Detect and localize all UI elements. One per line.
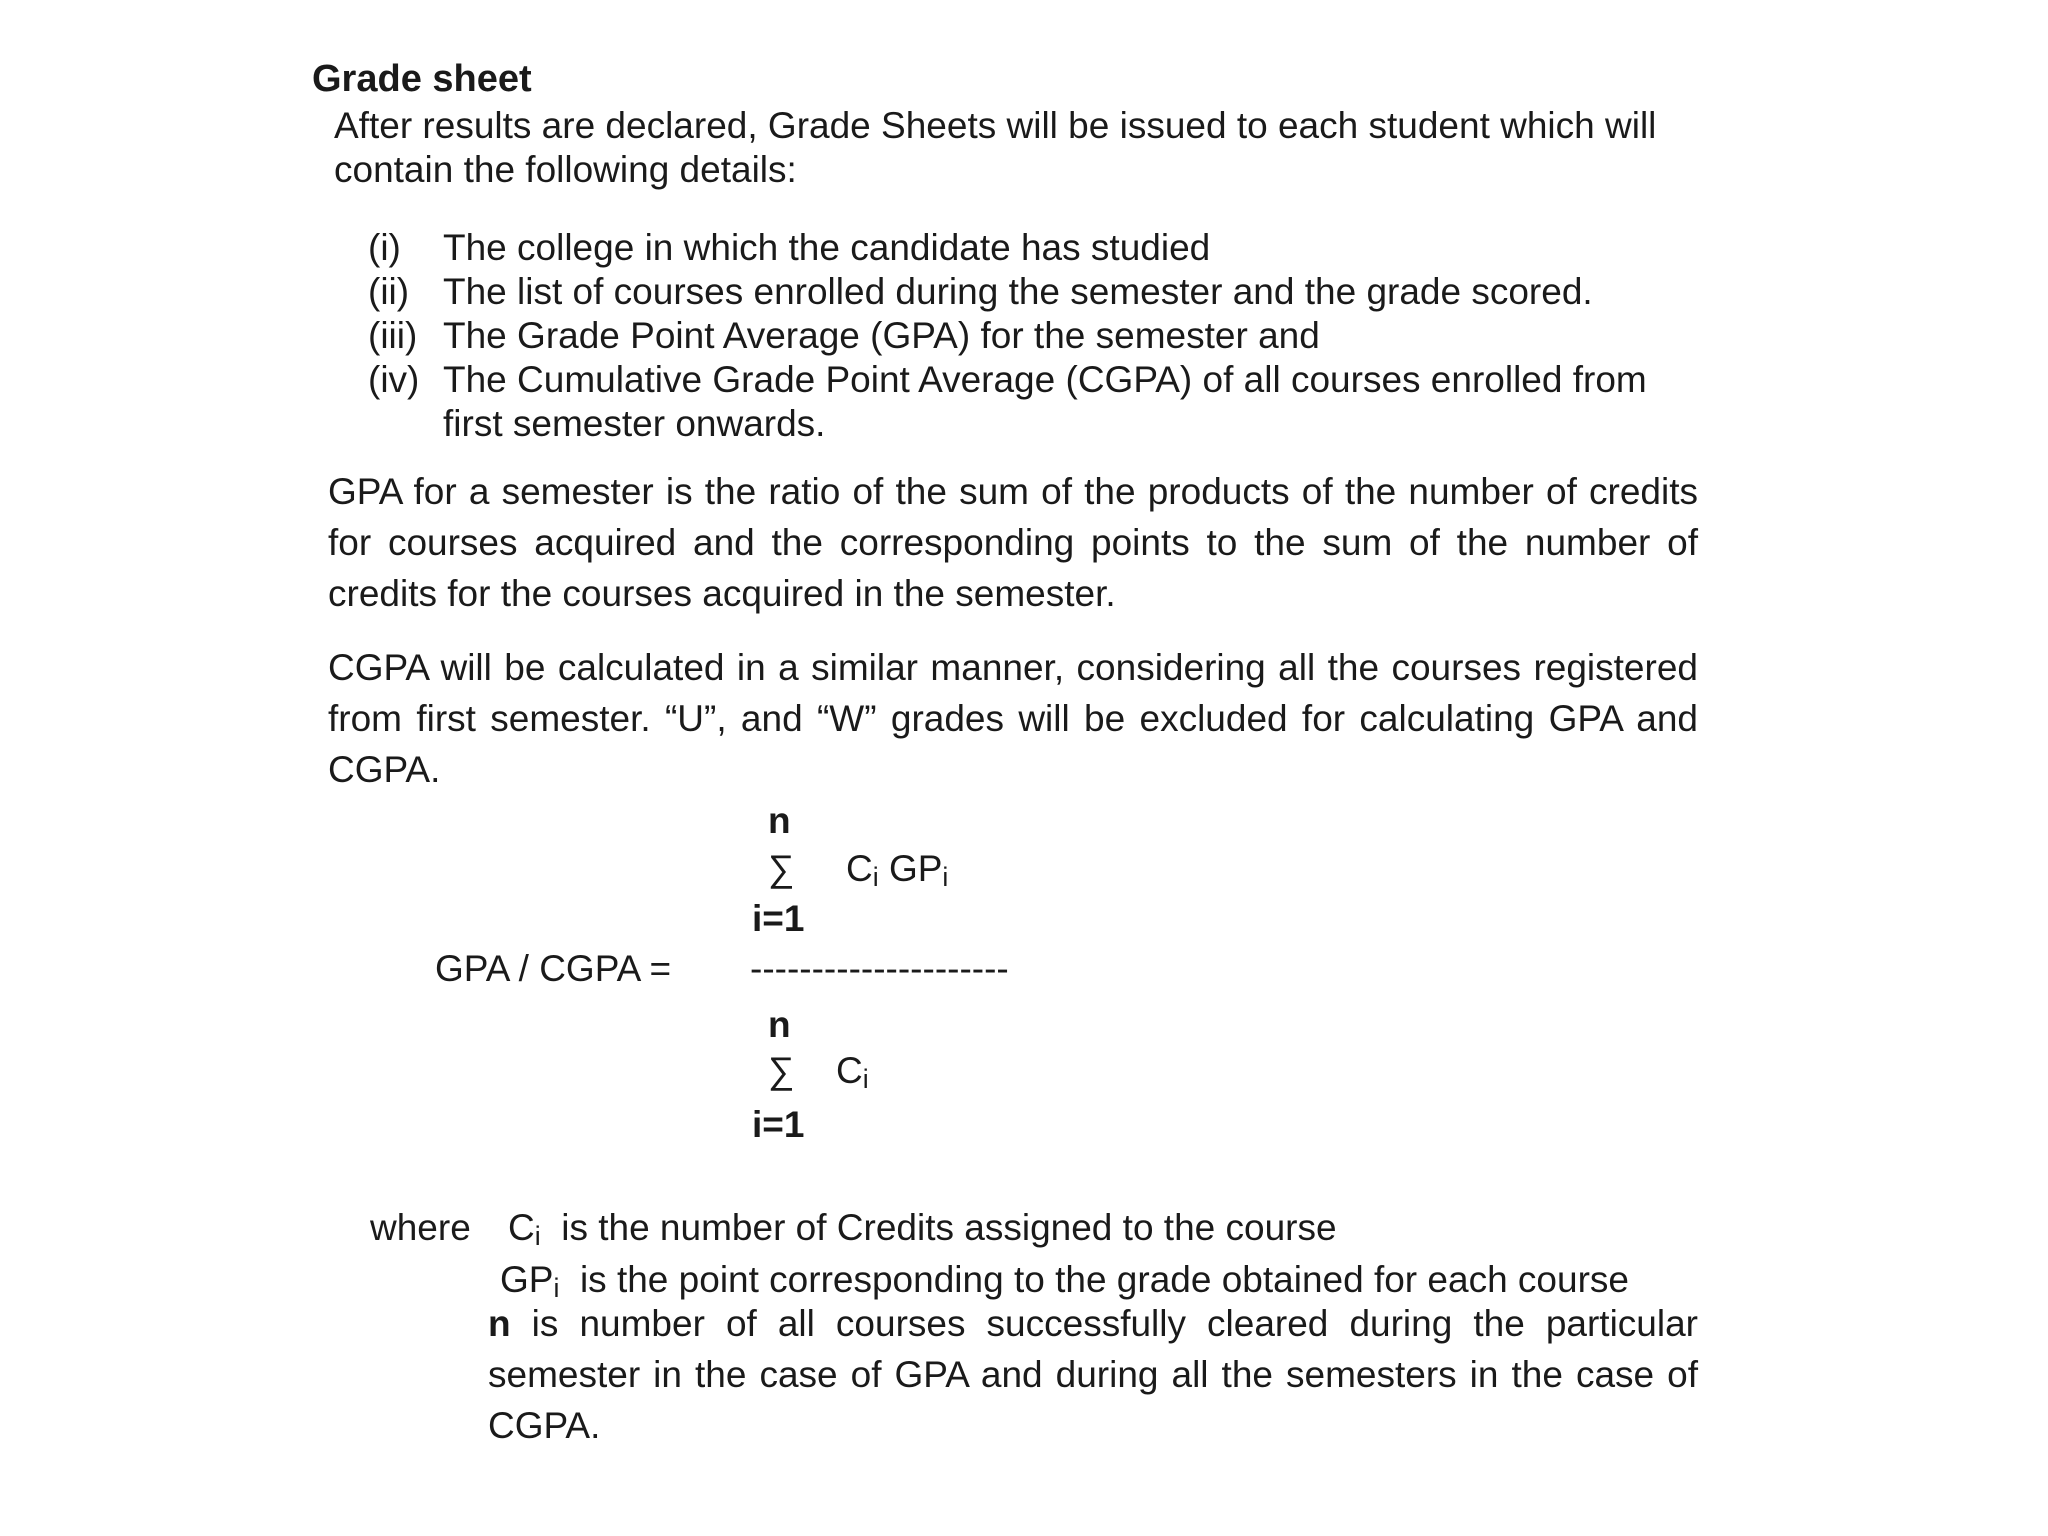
- list-item-number: (ii): [368, 271, 410, 312]
- list-item-continuation: first semester onwards.: [443, 403, 826, 444]
- formula-lhs: GPA / CGPA =: [435, 948, 672, 989]
- list-item-text: The Cumulative Grade Point Average (CGPA) of all courses enrolled from: [443, 359, 1647, 400]
- list-item-text: The list of courses enrolled during the semester and the grade scored.: [443, 271, 1593, 312]
- list-item-text: The college in which the candidate has studied: [443, 227, 1211, 268]
- cgpa-paragraph: CGPA will be calculated in a similar manner, considering all the courses registered from first semester. “U”, and “W” grades will be excluded for calculating GPA and CGPA.: [328, 647, 1698, 790]
- lower-limit: i=1: [752, 1104, 805, 1145]
- list-item-number: (i): [368, 227, 401, 268]
- c-definition: $C_i$ is the number of Credits assigned to the course: [508, 1207, 1337, 1251]
- where-label: where: [370, 1207, 471, 1248]
- list-item-number: (iii): [368, 315, 418, 356]
- lower-limit: i=1: [752, 898, 805, 939]
- upper-limit: n: [768, 800, 791, 841]
- denominator-term: $C_i$: [836, 1050, 869, 1094]
- upper-limit: n: [768, 1004, 791, 1045]
- list-item-number: (iv): [368, 359, 420, 400]
- sigma-symbol: ∑: [768, 848, 795, 889]
- fraction-bar: ---------------------: [750, 948, 1009, 989]
- gpa-paragraph: GPA for a semester is the ratio of the sum of the products of the number of credits for courses acquired and the corresponding points to the sum of the number of credits for the courses acquired in the semester.: [328, 471, 1698, 614]
- list-item-text: The Grade Point Average (GPA) for the semester and: [443, 315, 1320, 356]
- n-definition: n is number of all courses successfully cleared during the particular semester in the case of GPA and during all the semesters in the case of CGPA.: [488, 1303, 1699, 1446]
- section-heading: Grade sheet: [312, 58, 532, 100]
- intro-paragraph: After results are declared, Grade Sheets will be issued to each student which will contain the following details:: [334, 105, 1657, 190]
- gp-definition: $GP_i$ is the point corresponding to the grade obtained for each course: [500, 1259, 1629, 1303]
- sigma-symbol: ∑: [768, 1050, 795, 1091]
- numerator-terms: $C_i$ $GP_i$: [846, 848, 949, 892]
